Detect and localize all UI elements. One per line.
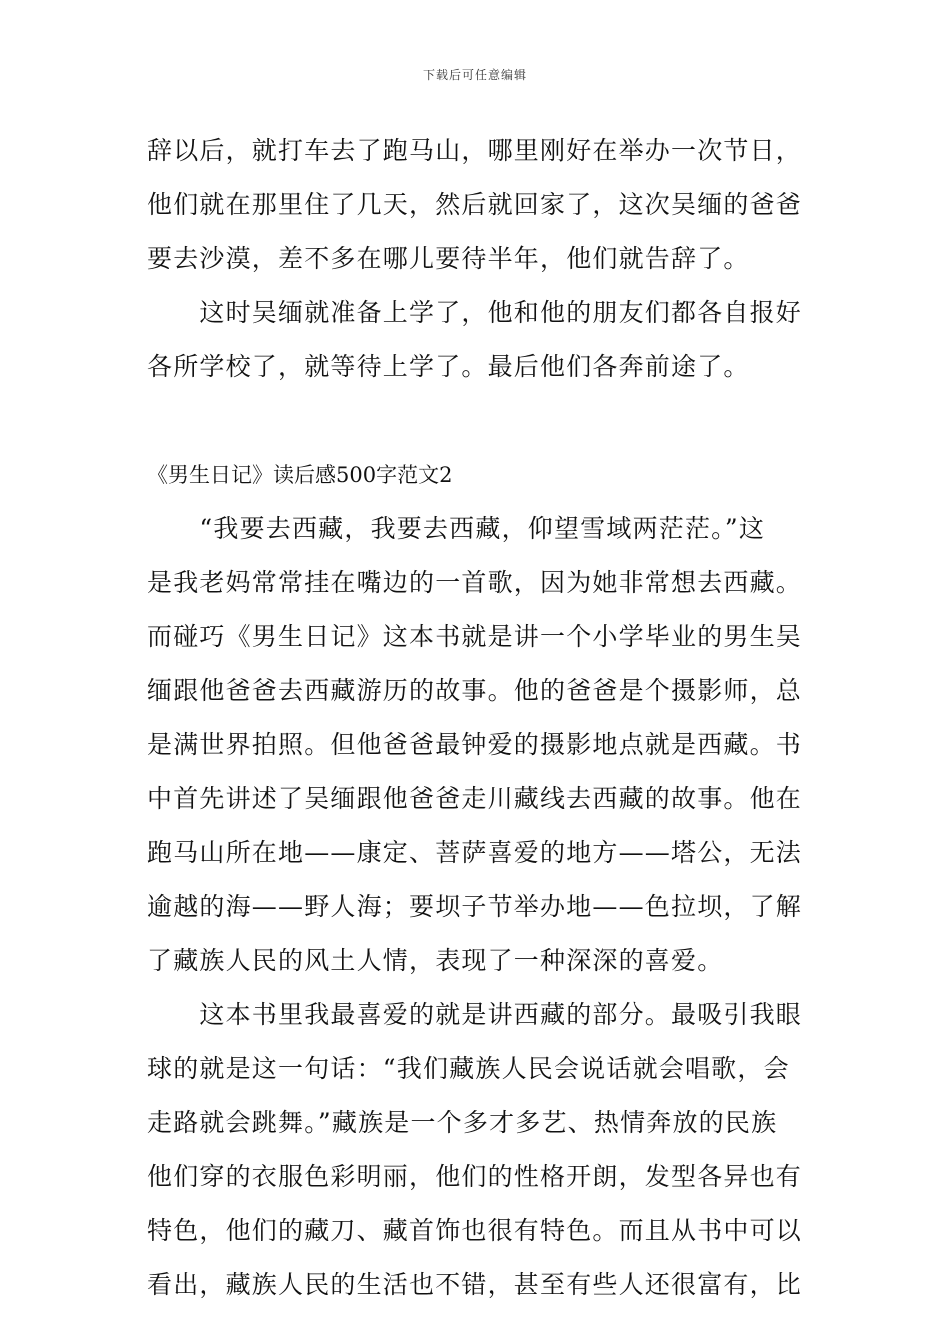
section-2 xyxy=(147,448,807,1312)
paragraph-line: 了藏族人民的风土人情，表现了一种深深的喜爱。 xyxy=(147,946,724,975)
page-header: 下载后可任意编辑 xyxy=(422,68,527,82)
paragraph-line: 是我老妈常常挂在嘴边的一首歌，因为她非常想去西藏。 xyxy=(147,568,803,597)
paragraph-line: 这时吴缅就准备上学了，他和他的朋友们都各自报好 xyxy=(147,298,803,327)
paragraph-line: 而碰巧《男生日记》这本书就是讲一个小学毕业的男生吴 xyxy=(147,622,803,651)
paragraph-line: 缅跟他爸爸去西藏游历的故事。他的爸爸是个摄影师，总 xyxy=(147,676,803,705)
section-title: 《男生日记》读后感500字范文2 xyxy=(147,463,453,487)
paragraph-line: 中首先讲述了吴缅跟他爸爸走川藏线去西藏的故事。他在 xyxy=(147,784,803,813)
paragraph-line: 要去沙漠，差不多在哪儿要待半年，他们就告辞了。 xyxy=(147,244,750,273)
paragraph-line: 逾越的海——野人海；要坝子节举办地——色拉坝，了解 xyxy=(147,892,803,921)
section-1 xyxy=(147,124,807,394)
paragraph-line: 球的就是这一句话：“我们藏族人民会说话就会唱歌，会 xyxy=(147,1054,790,1083)
paragraph-line: 辞以后，就打车去了跑马山，哪里刚好在举办一次节日， xyxy=(147,136,803,165)
paragraph-line: 走路就会跳舞。”藏族是一个多才多艺、热情奔放的民族 xyxy=(147,1108,778,1137)
paragraph-line: “我要去西藏，我要去西藏，仰望雪域两茫茫。”这 xyxy=(147,514,766,543)
paragraph-line: 各所学校了，就等待上学了。最后他们各奔前途了。 xyxy=(147,352,750,381)
document-body xyxy=(147,124,807,1312)
paragraph-line: 跑马山所在地——康定、菩萨喜爱的地方——塔公，无法 xyxy=(147,838,803,867)
paragraph-line: 特色，他们的藏刀、藏首饰也很有特色。而且从书中可以 xyxy=(147,1216,803,1245)
section-spacer xyxy=(147,394,807,448)
paragraph-line: 他们就在那里住了几天，然后就回家了，这次吴缅的爸爸 xyxy=(147,190,803,219)
paragraph-line: 这本书里我最喜爱的就是讲西藏的部分。最吸引我眼 xyxy=(147,1000,803,1029)
paragraph-line: 他们穿的衣服色彩明丽，他们的性格开朗，发型各异也有 xyxy=(147,1162,803,1191)
paragraph-line: 是满世界拍照。但他爸爸最钟爱的摄影地点就是西藏。书 xyxy=(147,730,803,759)
paragraph-line: 看出，藏族人民的生活也不错，甚至有些人还很富有，比 xyxy=(147,1270,803,1299)
